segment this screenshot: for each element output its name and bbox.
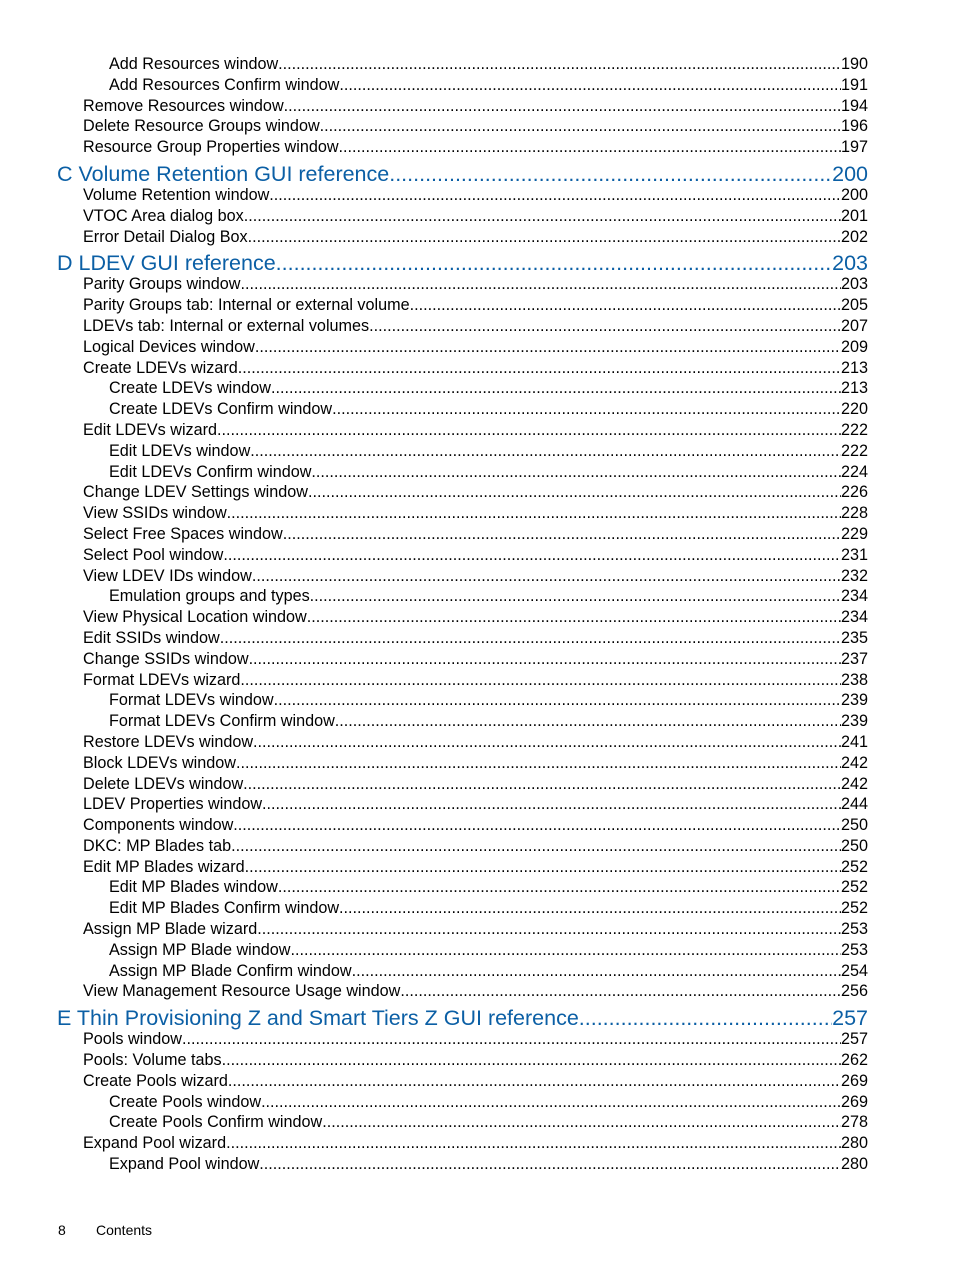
toc-entry[interactable] bbox=[56, 711, 868, 732]
toc-entry[interactable] bbox=[56, 399, 868, 420]
table-of-contents bbox=[56, 54, 868, 1175]
toc-entry-title: Components window bbox=[83, 816, 234, 835]
toc-entry-page: 244 bbox=[840, 795, 868, 814]
toc-entry-page: 253 bbox=[840, 920, 868, 939]
toc-entry-title: Format LDEVs wizard bbox=[83, 670, 241, 689]
toc-entry-page: 280 bbox=[840, 1155, 868, 1174]
toc-entry-title: Delete LDEVs window bbox=[83, 774, 244, 793]
toc-dot-leader bbox=[244, 206, 841, 227]
toc-dot-leader bbox=[274, 690, 841, 711]
toc-entry[interactable] bbox=[56, 137, 868, 158]
toc-entry-page: 228 bbox=[840, 504, 868, 523]
toc-dot-leader bbox=[278, 877, 841, 898]
toc-entry-page: 250 bbox=[840, 836, 868, 855]
toc-entry-page: 269 bbox=[840, 1092, 868, 1111]
toc-entry-title: DKC: MP Blades tab bbox=[83, 836, 232, 855]
page-footer bbox=[58, 1222, 152, 1238]
toc-entry-page: 203 bbox=[832, 251, 868, 276]
toc-dot-leader bbox=[339, 898, 841, 919]
toc-entry[interactable] bbox=[56, 981, 868, 1002]
toc-entry-title: Edit LDEVs wizard bbox=[83, 420, 218, 439]
toc-entry-page: 278 bbox=[840, 1113, 868, 1132]
toc-dot-leader bbox=[255, 337, 841, 358]
toc-entry-title: Remove Resources window bbox=[83, 96, 284, 115]
toc-entry[interactable] bbox=[56, 607, 868, 628]
toc-entry[interactable] bbox=[56, 524, 868, 545]
toc-entry-page: 253 bbox=[840, 940, 868, 959]
toc-entry[interactable] bbox=[56, 358, 868, 379]
toc-entry-title: D LDEV GUI reference bbox=[57, 251, 276, 276]
toc-entry-title: Format LDEVs window bbox=[109, 691, 274, 710]
toc-entry-title: Create LDEVs window bbox=[109, 379, 271, 398]
toc-entry-title: Format LDEVs Confirm window bbox=[109, 712, 335, 731]
toc-entry[interactable] bbox=[56, 1071, 868, 1092]
toc-entry-page: 257 bbox=[840, 1030, 868, 1049]
toc-entry-title: Assign MP Blade Confirm window bbox=[109, 961, 352, 980]
toc-entry[interactable] bbox=[56, 732, 868, 753]
toc-entry-title: Select Free Spaces window bbox=[83, 524, 283, 543]
toc-entry-title: Delete Resource Groups window bbox=[83, 117, 320, 136]
toc-dot-leader bbox=[410, 295, 841, 316]
toc-entry-page: 202 bbox=[840, 227, 868, 246]
toc-dot-leader bbox=[257, 919, 841, 940]
toc-entry-title: Assign MP Blade window bbox=[109, 940, 291, 959]
toc-entry-title: Restore LDEVs window bbox=[83, 732, 254, 751]
toc-dot-leader bbox=[238, 358, 841, 379]
toc-entry-title: Edit LDEVs Confirm window bbox=[109, 462, 312, 481]
toc-entry[interactable] bbox=[56, 836, 868, 857]
toc-entry[interactable] bbox=[56, 54, 868, 75]
toc-entry-title: Pools window bbox=[83, 1030, 182, 1049]
toc-entry-title: View LDEV IDs window bbox=[83, 566, 252, 585]
toc-entry-page: 254 bbox=[840, 961, 868, 980]
toc-dot-leader bbox=[220, 628, 841, 649]
toc-entry[interactable] bbox=[56, 378, 868, 399]
toc-entry[interactable] bbox=[56, 1092, 868, 1113]
footer-page-number: 8 bbox=[58, 1222, 66, 1238]
toc-dot-leader bbox=[290, 940, 841, 961]
toc-dot-leader bbox=[269, 185, 841, 206]
toc-entry[interactable] bbox=[56, 1029, 868, 1050]
toc-dot-leader bbox=[233, 815, 841, 836]
toc-entry[interactable] bbox=[56, 1050, 868, 1071]
toc-entry-title: Error Detail Dialog Box bbox=[83, 227, 248, 246]
toc-entry-page: 250 bbox=[840, 816, 868, 835]
toc-entry[interactable] bbox=[56, 337, 868, 358]
toc-entry[interactable] bbox=[56, 185, 868, 206]
toc-dot-leader bbox=[352, 961, 841, 982]
toc-entry-title: Add Resources Confirm window bbox=[109, 75, 340, 94]
toc-dot-leader bbox=[339, 137, 841, 158]
toc-entry-page: 242 bbox=[840, 753, 868, 772]
toc-dot-leader bbox=[259, 1154, 841, 1175]
toc-entry-page: 201 bbox=[840, 206, 868, 225]
toc-entry[interactable] bbox=[56, 794, 868, 815]
toc-entry[interactable] bbox=[56, 420, 868, 441]
toc-entry-page: 203 bbox=[840, 275, 868, 294]
toc-entry[interactable] bbox=[56, 1133, 868, 1154]
toc-entry-title: Edit MP Blades wizard bbox=[83, 857, 245, 876]
toc-entry-page: 252 bbox=[840, 878, 868, 897]
toc-dot-leader bbox=[227, 503, 841, 524]
toc-entry-title: Edit MP Blades Confirm window bbox=[109, 899, 340, 918]
toc-entry[interactable] bbox=[56, 649, 868, 670]
toc-entry-page: 252 bbox=[840, 899, 868, 918]
toc-entry[interactable] bbox=[56, 227, 868, 248]
toc-entry[interactable] bbox=[56, 857, 868, 878]
toc-entry-title: Block LDEVs window bbox=[83, 753, 236, 772]
toc-entry[interactable] bbox=[56, 774, 868, 795]
toc-entry-page: 224 bbox=[840, 462, 868, 481]
toc-dot-leader bbox=[322, 1112, 841, 1133]
toc-entry[interactable] bbox=[56, 441, 868, 462]
toc-entry-title: View Management Resource Usage window bbox=[83, 982, 401, 1001]
toc-entry[interactable] bbox=[56, 545, 868, 566]
toc-entry-title: Logical Devices window bbox=[83, 337, 255, 356]
toc-dot-leader bbox=[240, 670, 841, 691]
toc-entry-title: Change LDEV Settings window bbox=[83, 483, 308, 502]
toc-entry-title: Add Resources window bbox=[109, 55, 279, 73]
toc-entry-title: Expand Pool window bbox=[109, 1155, 260, 1174]
toc-entry-page: 222 bbox=[840, 441, 868, 460]
toc-entry-page: 196 bbox=[840, 117, 868, 136]
toc-entry-title: Edit SSIDs window bbox=[83, 628, 220, 647]
toc-dot-leader bbox=[249, 649, 841, 670]
toc-entry-title: LDEVs tab: Internal or external volumes bbox=[83, 316, 370, 335]
toc-entry-page: 231 bbox=[840, 545, 868, 564]
toc-entry-page: 269 bbox=[840, 1071, 868, 1090]
toc-entry-title: Edit MP Blades window bbox=[109, 878, 278, 897]
toc-entry[interactable] bbox=[56, 690, 868, 711]
toc-entry-title: Volume Retention window bbox=[83, 185, 270, 204]
toc-entry-title: Create Pools wizard bbox=[83, 1071, 228, 1090]
toc-entry[interactable] bbox=[56, 961, 868, 982]
toc-entry[interactable] bbox=[56, 206, 868, 227]
toc-dot-leader bbox=[250, 441, 841, 462]
toc-entry-page: 252 bbox=[840, 857, 868, 876]
toc-dot-leader bbox=[369, 316, 841, 337]
toc-entry-page: 232 bbox=[840, 566, 868, 585]
toc-dot-leader bbox=[245, 857, 841, 878]
toc-entry-title: Create Pools window bbox=[109, 1092, 262, 1111]
toc-entry[interactable] bbox=[56, 1154, 868, 1175]
toc-dot-leader bbox=[226, 1133, 841, 1154]
toc-entry[interactable] bbox=[56, 116, 868, 137]
toc-dot-leader bbox=[236, 753, 841, 774]
toc-entry-page: 229 bbox=[840, 524, 868, 543]
toc-dot-leader bbox=[222, 1050, 841, 1071]
toc-entry[interactable] bbox=[56, 316, 868, 337]
toc-entry-title: E Thin Provisioning Z and Smart Tiers Z GUI reference bbox=[57, 1006, 579, 1031]
toc-entry-page: 213 bbox=[840, 358, 868, 377]
toc-entry-page: 207 bbox=[840, 316, 868, 335]
toc-entry-title: Select Pool window bbox=[83, 545, 224, 564]
toc-entry-page: 205 bbox=[840, 296, 868, 315]
toc-entry-page: 239 bbox=[840, 691, 868, 710]
toc-entry-page: 191 bbox=[840, 75, 868, 94]
toc-entry-title: Emulation groups and types bbox=[109, 587, 310, 606]
toc-dot-leader bbox=[335, 711, 841, 732]
toc-dot-leader bbox=[252, 566, 841, 587]
toc-entry-title: Create Pools Confirm window bbox=[109, 1113, 323, 1132]
toc-dot-leader bbox=[339, 75, 841, 96]
toc-dot-leader bbox=[261, 1092, 841, 1113]
toc-entry-title: Parity Groups tab: Internal or external volume bbox=[83, 296, 410, 315]
toc-dot-leader bbox=[262, 794, 841, 815]
toc-entry-page: 242 bbox=[840, 774, 868, 793]
toc-entry-title: Assign MP Blade wizard bbox=[83, 920, 258, 939]
toc-entry-page: 222 bbox=[840, 420, 868, 439]
toc-dot-leader bbox=[307, 607, 841, 628]
footer-section-label: Contents bbox=[96, 1222, 153, 1238]
toc-dot-leader bbox=[217, 420, 841, 441]
toc-entry-title: Create LDEVs Confirm window bbox=[109, 400, 333, 419]
toc-dot-leader bbox=[271, 378, 841, 399]
toc-dot-leader bbox=[320, 116, 841, 137]
toc-entry-title: Expand Pool wizard bbox=[83, 1134, 227, 1153]
toc-dot-leader bbox=[231, 836, 841, 857]
toc-entry[interactable] bbox=[56, 898, 868, 919]
toc-entry[interactable] bbox=[56, 877, 868, 898]
toc-entry[interactable] bbox=[56, 919, 868, 940]
toc-entry-page: 234 bbox=[840, 608, 868, 627]
toc-entry[interactable] bbox=[56, 753, 868, 774]
toc-dot-leader bbox=[311, 462, 841, 483]
toc-entry[interactable] bbox=[56, 815, 868, 836]
toc-entry-page: 257 bbox=[832, 1006, 868, 1031]
toc-entry-title: Pools: Volume tabs bbox=[83, 1051, 222, 1070]
toc-entry-page: 226 bbox=[840, 483, 868, 502]
toc-dot-leader bbox=[400, 981, 841, 1002]
toc-dot-leader bbox=[240, 274, 841, 295]
toc-entry-title: VTOC Area dialog box bbox=[83, 206, 244, 225]
toc-entry[interactable] bbox=[56, 566, 868, 587]
toc-entry-page: 239 bbox=[840, 712, 868, 731]
toc-entry-title: Edit LDEVs window bbox=[109, 441, 251, 460]
toc-entry-page: 220 bbox=[840, 400, 868, 419]
toc-entry-page: 190 bbox=[840, 55, 868, 73]
toc-entry-page: 200 bbox=[840, 185, 868, 204]
toc-entry-page: 197 bbox=[840, 138, 868, 157]
toc-entry[interactable] bbox=[56, 274, 868, 295]
toc-dot-leader bbox=[278, 54, 841, 75]
toc-entry-title: View SSIDs window bbox=[83, 504, 227, 523]
toc-entry[interactable] bbox=[56, 1112, 868, 1133]
toc-entry-title: C Volume Retention GUI reference bbox=[57, 161, 390, 186]
toc-entry-page: 280 bbox=[840, 1134, 868, 1153]
toc-dot-leader bbox=[228, 1071, 841, 1092]
toc-entry-title: LDEV Properties window bbox=[83, 795, 263, 814]
toc-entry[interactable] bbox=[56, 940, 868, 961]
toc-dot-leader bbox=[243, 774, 841, 795]
toc-dot-leader bbox=[283, 524, 841, 545]
toc-dot-leader bbox=[308, 482, 841, 503]
toc-entry-title: Create LDEVs wizard bbox=[83, 358, 238, 377]
toc-entry[interactable] bbox=[56, 628, 868, 649]
toc-entry-page: 194 bbox=[840, 96, 868, 115]
toc-entry[interactable] bbox=[56, 75, 868, 96]
toc-dot-leader bbox=[223, 545, 841, 566]
toc-dot-leader bbox=[310, 586, 841, 607]
toc-dot-leader bbox=[332, 399, 841, 420]
toc-dot-leader bbox=[284, 96, 841, 117]
toc-entry-title: Change SSIDs window bbox=[83, 649, 249, 668]
toc-entry[interactable] bbox=[56, 96, 868, 117]
toc-entry[interactable] bbox=[56, 670, 868, 691]
toc-entry-title: Parity Groups window bbox=[83, 275, 241, 294]
toc-entry-page: 235 bbox=[840, 628, 868, 647]
toc-entry[interactable] bbox=[56, 503, 868, 524]
toc-entry-page: 234 bbox=[840, 587, 868, 606]
toc-entry-page: 256 bbox=[840, 982, 868, 1001]
toc-entry-title: View Physical Location window bbox=[83, 608, 307, 627]
toc-entry-page: 200 bbox=[832, 161, 868, 186]
toc-entry-page: 262 bbox=[840, 1051, 868, 1070]
toc-entry[interactable] bbox=[56, 295, 868, 316]
toc-dot-leader bbox=[182, 1029, 841, 1050]
toc-entry[interactable] bbox=[56, 462, 868, 483]
toc-dot-leader bbox=[253, 732, 841, 753]
toc-entry-title: Resource Group Properties window bbox=[83, 138, 339, 157]
toc-dot-leader bbox=[248, 227, 841, 248]
toc-entry[interactable] bbox=[56, 482, 868, 503]
toc-entry[interactable] bbox=[56, 586, 868, 607]
toc-entry-page: 237 bbox=[840, 649, 868, 668]
toc-entry-page: 238 bbox=[840, 670, 868, 689]
toc-entry-page: 209 bbox=[840, 337, 868, 356]
toc-entry-page: 241 bbox=[840, 732, 868, 751]
toc-entry-page: 213 bbox=[840, 379, 868, 398]
